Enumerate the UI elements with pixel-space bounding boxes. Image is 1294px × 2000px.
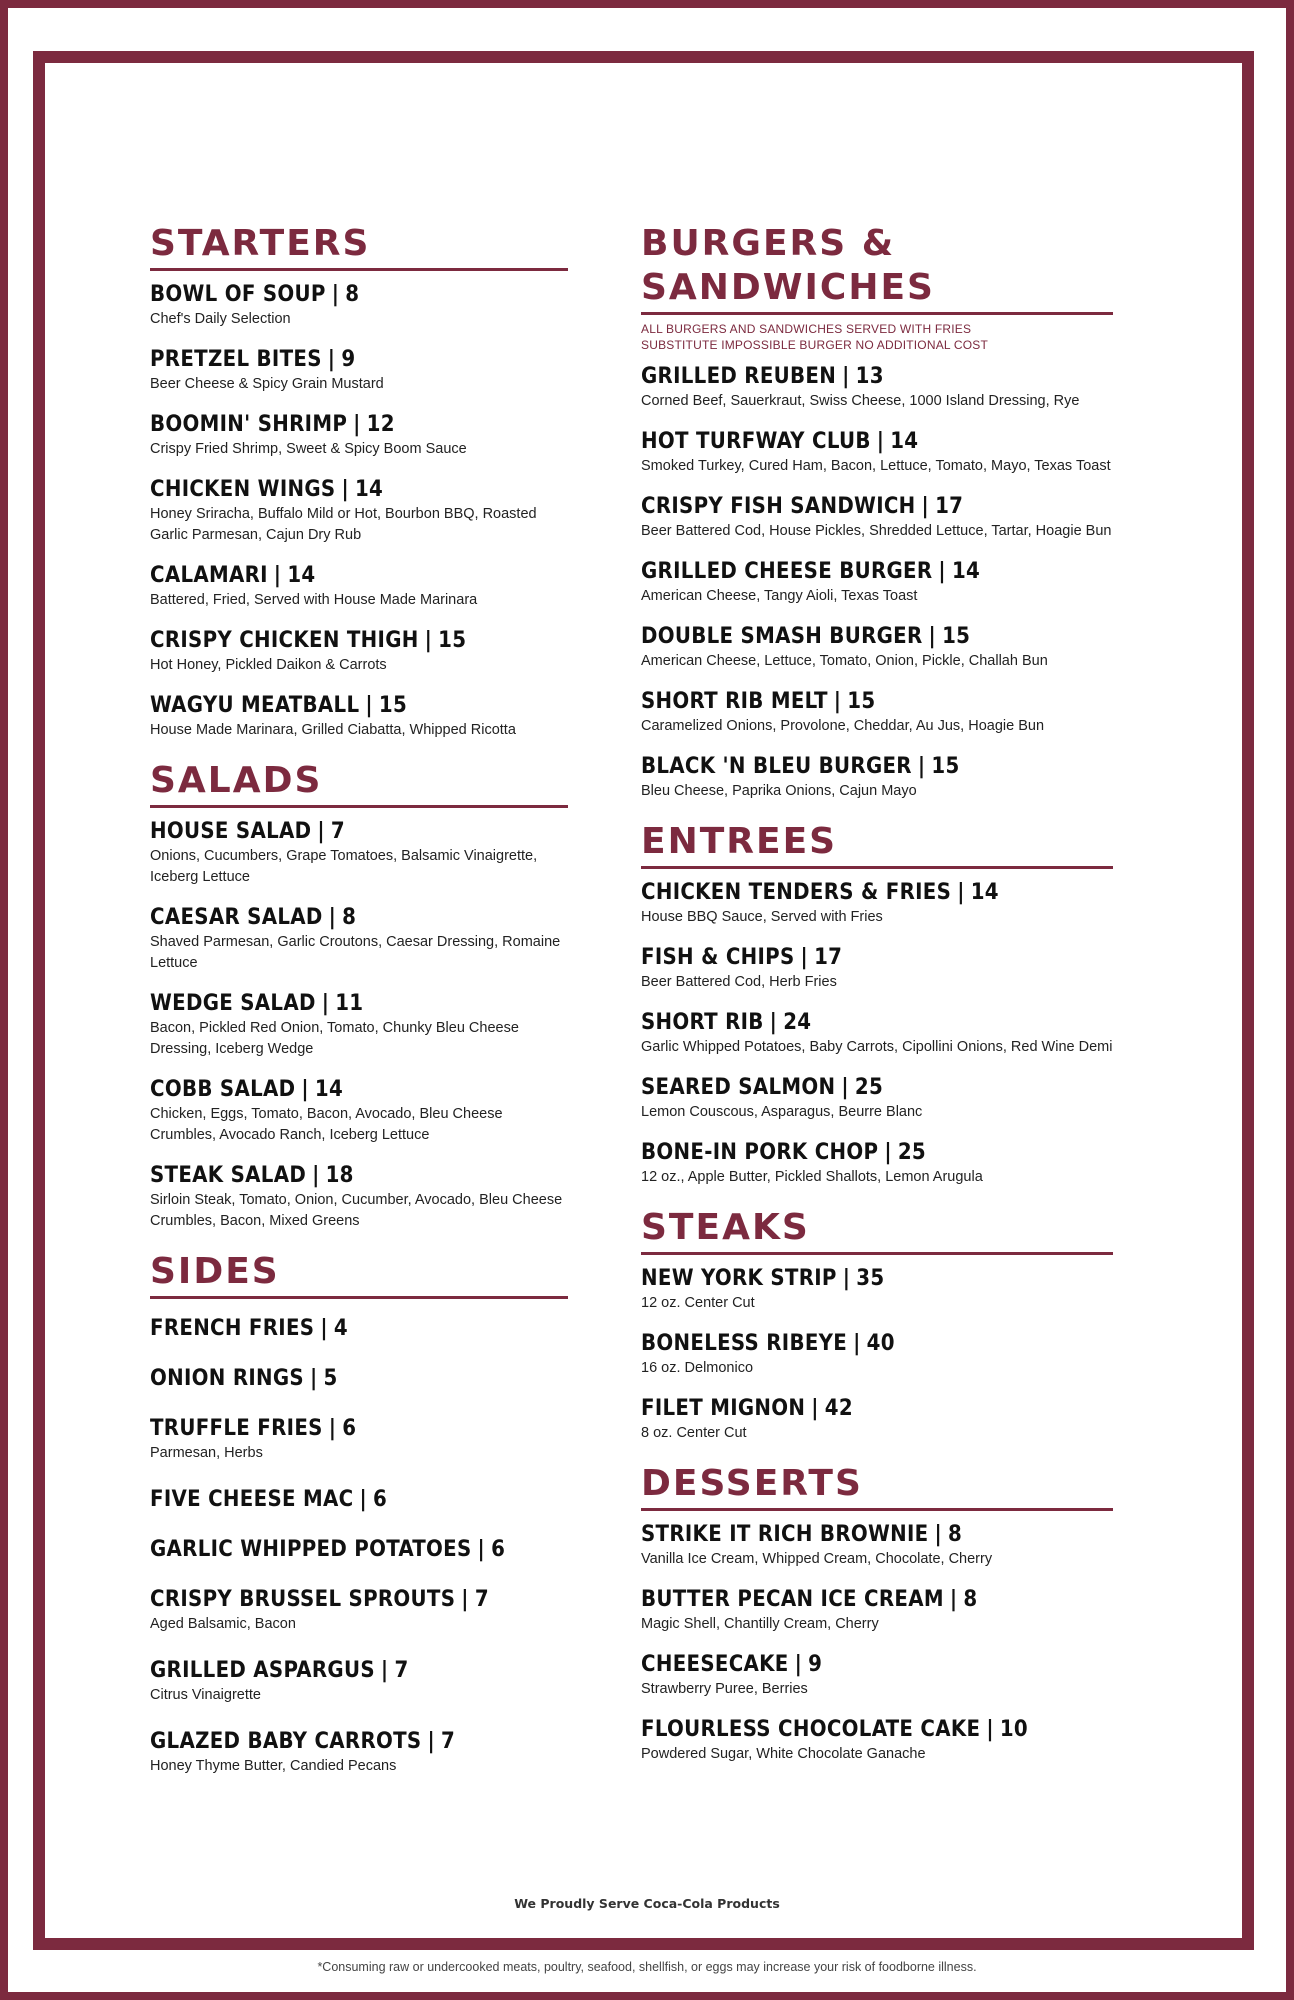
menu-item-description: Chicken, Eggs, Tomato, Bacon, Avocado, Bleu Cheese Crumbles, Avocado Ranch, Iceberg Lettuce [150,1106,503,1143]
menu-item-name: CHICKEN WINGS [150,477,336,502]
menu-item-description: Battered, Fried, Served with House Made Marinara [150,592,478,608]
menu-item-description: Caramelized Onions, Provolone, Cheddar, Au Jus, Hoagie Bun [641,718,1045,734]
menu-item-description: American Cheese, Tangy Aioli, Texas Toast [641,588,918,604]
menu-item-title [641,1330,1113,1358]
menu-item-description: Beer Battered Cod, Herb Fries [641,974,837,990]
menu-item-name: BLACK 'N BLEU BURGER [641,754,912,779]
menu-item-description: Strawberry Puree, Berries [641,1681,808,1697]
salads-list [150,818,568,1232]
menu-item-price: 8 [948,1522,963,1547]
menu-item [150,1365,568,1393]
menu-item-description: Bleu Cheese, Paprika Onions, Cajun Mayo [641,783,917,799]
menu-item-title [641,1586,1113,1614]
menu-item-name: SHORT RIB MELT [641,689,828,714]
menu-item [150,1657,568,1706]
section-burgers [641,222,1113,802]
menu-item-description: Powdered Sugar, White Chocolate Ganache [641,1746,926,1762]
menu-item-title [641,623,1113,651]
menu-item [641,1009,1113,1058]
left-column [150,222,568,1799]
menu-item-price: 11 [335,991,364,1016]
menu-item-name: STRIKE IT RICH BROWNIE [641,1522,929,1547]
price-separator: | [853,1331,861,1356]
menu-item [641,1651,1113,1700]
menu-item-title [150,1162,568,1190]
menu-item-description: Parmesan, Herbs [150,1445,263,1461]
menu-item-description: Beer Battered Cod, House Pickles, Shredded Lettuce, Tartar, Hoagie Bun [641,523,1112,539]
menu-item-name: TRUFFLE FRIES [150,1416,323,1441]
menu-item-name: CRISPY CHICKEN THIGH [150,628,419,653]
menu-item-title [150,1536,568,1564]
section-title-starters: STARTERS [150,222,568,271]
menu-item-description: Smoked Turkey, Cured Ham, Bacon, Lettuce, Tomato, Mayo, Texas Toast [641,458,1111,474]
menu-item-description: Magic Shell, Chantilly Cream, Cherry [641,1616,879,1632]
menu-item-title [150,1415,568,1443]
menu-item-name: DOUBLE SMASH BURGER [641,624,923,649]
menu-item-price: 15 [438,628,467,653]
menu-item [150,818,568,888]
menu-item-price: 14 [890,429,919,454]
menu-item [641,944,1113,993]
menu-item-title [641,1716,1113,1744]
menu-item-description: 12 oz. Center Cut [641,1295,755,1311]
menu-item-price: 7 [441,1729,456,1754]
menu-item-price: 18 [325,1163,354,1188]
price-separator: | [928,624,937,649]
menu-item-title [150,1657,568,1685]
menu-item-title [150,1586,568,1614]
menu-item [150,1586,568,1635]
menu-item-price: 7 [394,1658,409,1683]
menu-item-title [150,1315,568,1343]
menu-item-name: WAGYU MEATBALL [150,693,360,718]
menu-item-description: Chef's Daily Selection [150,311,291,327]
menu-item-description: Sirloin Steak, Tomato, Onion, Cucumber, Avocado, Bleu Cheese Crumbles, Bacon, Mixed Greens [150,1192,563,1229]
section-title-steaks: STEAKS [641,1206,1113,1255]
menu-item-price: 6 [373,1487,388,1512]
menu-item [150,1076,568,1146]
menu-item-price: 7 [474,1587,489,1612]
menu-item-price: 15 [942,624,971,649]
menu-item-title [150,346,568,374]
menu-item-description: Onions, Cucumbers, Grape Tomatoes, Balsamic Vinaigrette, Iceberg Lettuce [150,848,538,885]
menu-item-title [150,1365,568,1393]
menu-item-description: 8 oz. Center Cut [641,1425,747,1441]
menu-item-name: GRILLED ASPARGUS [150,1658,375,1683]
menu-item [150,476,568,546]
menu-item-title [641,363,1113,391]
menu-item [641,688,1113,737]
menu-item-name: PRETZEL BITES [150,347,322,372]
price-separator: | [769,1010,778,1035]
menu-item-title [641,1009,1113,1037]
menu-item-description: Citrus Vinaigrette [150,1687,261,1703]
menu-item-price: 14 [354,477,384,502]
menu-item [150,411,568,460]
menu-item-description: Shaved Parmesan, Garlic Croutons, Caesar Dressing, Romaine Lettuce [150,934,561,971]
menu-item [150,1728,568,1777]
menu-item-title [150,627,568,655]
menu-item [150,1315,568,1343]
menu-item-description: 12 oz., Apple Butter, Pickled Shallots, Lemon Arugula [641,1169,983,1185]
price-separator: | [327,347,336,372]
menu-item-price: 5 [323,1366,338,1391]
menu-item-price: 24 [783,1010,812,1035]
menu-item [641,1395,1113,1444]
menu-item-name: FIVE CHEESE MAC [150,1487,354,1512]
menu-item-price: 25 [854,1075,884,1100]
price-separator: | [921,494,930,519]
menu-item-title [150,1728,568,1756]
price-separator: | [841,1075,849,1100]
menu-item-price: 10 [999,1717,1029,1742]
menu-item [150,1486,568,1514]
menu-item [150,1415,568,1464]
price-separator: | [317,819,325,844]
section-title-salads: SALADS [150,759,568,808]
menu-item [150,990,568,1060]
price-separator: | [320,1316,328,1341]
menu-item-name: HOUSE SALAD [150,819,312,844]
price-separator: | [461,1587,469,1612]
menu-item-price: 6 [342,1416,357,1441]
menu-item-title [150,1486,568,1514]
menu-item [641,363,1113,412]
menu-item-price: 13 [855,364,884,389]
price-separator: | [353,412,361,437]
menu-item-description: Crispy Fried Shrimp, Sweet & Spicy Boom Sauce [150,441,467,457]
menu-item-title [641,688,1113,716]
menu-item-name: CRISPY FISH SANDWICH [641,494,916,519]
price-separator: | [794,1652,803,1677]
menu-item [641,879,1113,928]
price-separator: | [957,880,965,905]
section-starters [150,222,568,741]
menu-item-title [150,1076,568,1104]
menu-item [150,281,568,330]
menu-item-price: 15 [378,693,408,718]
price-separator: | [359,1487,367,1512]
menu-item-description: Bacon, Pickled Red Onion, Tomato, Chunky Bleu Cheese Dressing, Iceberg Wedge [150,1020,519,1057]
menu-item-name: BONELESS RIBEYE [641,1331,848,1356]
price-separator: | [331,282,340,307]
menu-item-price: 8 [342,905,357,930]
menu-item [641,623,1113,672]
menu-item-title [150,990,568,1018]
menu-item-name: ONION RINGS [150,1366,304,1391]
menu-item [641,1521,1113,1570]
menu-item-title [641,879,1113,907]
menu-item-description: Garlic Whipped Potatoes, Baby Carrots, Cipollini Onions, Red Wine Demi [641,1039,1113,1055]
menu-item-name: GRILLED CHEESE BURGER [641,559,933,584]
price-separator: | [365,693,373,718]
menu-item-name: CALAMARI [150,563,268,588]
menu-item [641,1716,1113,1765]
menu-item-name: FISH & CHIPS [641,945,795,970]
menu-item [641,1074,1113,1123]
menu-item-title [150,476,568,504]
menu-item-name: STEAK SALAD [150,1163,307,1188]
menu-item-price: 17 [935,494,964,519]
menu-item-title [150,818,568,846]
menu-item-title [150,692,568,720]
menu-item-description: Vanilla Ice Cream, Whipped Cream, Chocolate, Cherry [641,1551,993,1567]
menu-item-description: Honey Thyme Butter, Candied Pecans [150,1758,397,1774]
price-separator: | [938,559,946,584]
menu-item [150,692,568,741]
menu-item-name: CHICKEN TENDERS & FRIES [641,880,952,905]
menu-item-title [641,493,1113,521]
price-separator: | [380,1658,389,1683]
price-separator: | [800,945,809,970]
menu-item [641,428,1113,477]
menu-item-name: FILET MIGNON [641,1396,806,1421]
coca-cola-note: We Proudly Serve Coca-Cola Products [514,1896,780,1911]
burgers-note [641,321,1113,353]
menu-item-name: GARLIC WHIPPED POTATOES [150,1537,472,1562]
menu-item-title [641,753,1113,781]
menu-item-title [150,904,568,932]
price-separator: | [934,1522,942,1547]
menu-item-title [641,1074,1113,1102]
price-separator: | [842,1266,851,1291]
starters-list [150,281,568,741]
menu-item-name: GRILLED REUBEN [641,364,837,389]
price-separator: | [321,991,330,1016]
section-title-burgers: BURGERS & SANDWICHES [641,222,1113,315]
menu-item-price: 9 [808,1652,823,1677]
menu-item-description: Beer Cheese & Spicy Grain Mustard [150,376,384,392]
menu-item-title [641,1395,1113,1423]
price-separator: | [424,628,433,653]
menu-item-name: NEW YORK STRIP [641,1266,837,1291]
section-steaks [641,1206,1113,1444]
burgers-list [641,363,1113,802]
menu-item-price: 8 [963,1587,978,1612]
menu-item-title [641,944,1113,972]
menu-item-description: Honey Sriracha, Buffalo Mild or Hot, Bourbon BBQ, Roasted Garlic Parmesan, Cajun Dry Rub [150,506,537,543]
menu-item [150,1536,568,1564]
menu-item-title [641,1265,1113,1293]
menu-item-name: SHORT RIB [641,1010,764,1035]
menu-item-price: 6 [491,1537,506,1562]
menu-item-title [150,281,568,309]
menu-item-price: 25 [897,1140,927,1165]
menu-item-title [641,1521,1113,1549]
price-separator: | [917,754,926,779]
section-entrees [641,820,1113,1188]
menu-item-description: 16 oz. Delmonico [641,1360,754,1376]
menu-item-price: 35 [856,1266,885,1291]
menu-item-description: Hot Honey, Pickled Daikon & Carrots [150,657,387,673]
menu-item-price: 17 [814,945,843,970]
menu-item [150,1162,568,1232]
entrees-list [641,879,1113,1188]
section-salads [150,759,568,1232]
menu-item-name: CRISPY BRUSSEL SPROUTS [150,1587,456,1612]
menu-item-name: FRENCH FRIES [150,1316,315,1341]
menu-item-name: BUTTER PECAN ICE CREAM [641,1587,944,1612]
menu-item [150,346,568,395]
section-title-desserts: DESSERTS [641,1462,1113,1511]
menu-item-name: SEARED SALMON [641,1075,836,1100]
price-separator: | [328,1416,337,1441]
section-desserts [641,1462,1113,1765]
menu-item-name: WEDGE SALAD [150,991,316,1016]
menu-item-price: 14 [314,1077,344,1102]
menu-item-price: 9 [341,347,356,372]
menu-item [150,904,568,974]
menu-item-title [150,562,568,590]
menu-item-name: GLAZED BABY CARROTS [150,1729,422,1754]
price-separator: | [876,429,885,454]
menu-item-price: 12 [366,412,395,437]
menu-item-description: American Cheese, Lettuce, Tomato, Onion, Pickle, Challah Bun [641,653,1048,669]
price-separator: | [427,1729,436,1754]
price-separator: | [341,477,349,502]
menu-item-price: 40 [866,1331,895,1356]
menu-item-title [641,1651,1113,1679]
section-title-sides: SIDES [150,1250,568,1299]
menu-item-price: 4 [333,1316,348,1341]
right-column [641,222,1113,1783]
menu-item-price: 8 [345,282,360,307]
menu-item-name: HOT TURFWAY CLUB [641,429,871,454]
price-separator: | [477,1537,486,1562]
burgers-note-line2: SUBSTITUTE IMPOSSIBLE BURGER NO ADDITIONAL COST [641,338,989,352]
burgers-note-line1: ALL BURGERS AND SANDWICHES SERVED WITH FRIES [641,322,972,336]
price-separator: | [811,1396,819,1421]
section-sides [150,1250,568,1777]
price-separator: | [309,1366,318,1391]
menu-item-price: 15 [931,754,960,779]
menu-item-price: 14 [287,563,316,588]
menu-item [150,627,568,676]
price-separator: | [273,563,282,588]
price-separator: | [328,905,337,930]
menu-item-name: CAESAR SALAD [150,905,323,930]
menu-item-name: FLOURLESS CHOCOLATE CAKE [641,1717,981,1742]
price-separator: | [842,364,850,389]
steaks-list [641,1265,1113,1444]
menu-item [641,753,1113,802]
menu-item [641,1265,1113,1314]
menu-item [150,562,568,611]
price-separator: | [312,1163,320,1188]
menu-item-price: 15 [847,689,876,714]
menu-item-description: Corned Beef, Sauerkraut, Swiss Cheese, 1000 Island Dressing, Rye [641,393,1080,409]
menu-item [641,1139,1113,1188]
price-separator: | [949,1587,958,1612]
menu-item-price: 14 [970,880,999,905]
price-separator: | [833,689,842,714]
menu-item-price: 42 [824,1396,853,1421]
menu-item [641,558,1113,607]
menu-item-name: BOWL OF SOUP [150,282,326,307]
desserts-list [641,1521,1113,1765]
menu-item [641,1330,1113,1379]
menu-item [641,1586,1113,1635]
sides-list [150,1315,568,1777]
price-separator: | [884,1140,892,1165]
menu-item-title [641,428,1113,456]
menu-item-price: 7 [330,819,345,844]
section-title-entrees: ENTREES [641,820,1113,869]
menu-item-name: COBB SALAD [150,1077,296,1102]
menu-item-title [641,558,1113,586]
menu-item-description: House BBQ Sauce, Served with Fries [641,909,883,925]
menu-item-description: House Made Marinara, Grilled Ciabatta, Whipped Ricotta [150,722,516,738]
menu-item-title [641,1139,1113,1167]
menu-item-name: BONE-IN PORK CHOP [641,1140,879,1165]
menu-item-title [150,411,568,439]
menu-item-description: Lemon Couscous, Asparagus, Beurre Blanc [641,1104,923,1120]
menu-item-description: Aged Balsamic, Bacon [150,1616,296,1632]
menu-item-name: BOOMIN' SHRIMP [150,412,348,437]
price-separator: | [986,1717,994,1742]
foodborne-disclaimer: *Consuming raw or undercooked meats, poultry, seafood, shellfish, or eggs may increase your risk of foodborne illness. [317,1960,977,1974]
menu-item [641,493,1113,542]
price-separator: | [301,1077,309,1102]
menu-item-name: CHEESECAKE [641,1652,789,1677]
menu-item-price: 14 [951,559,981,584]
